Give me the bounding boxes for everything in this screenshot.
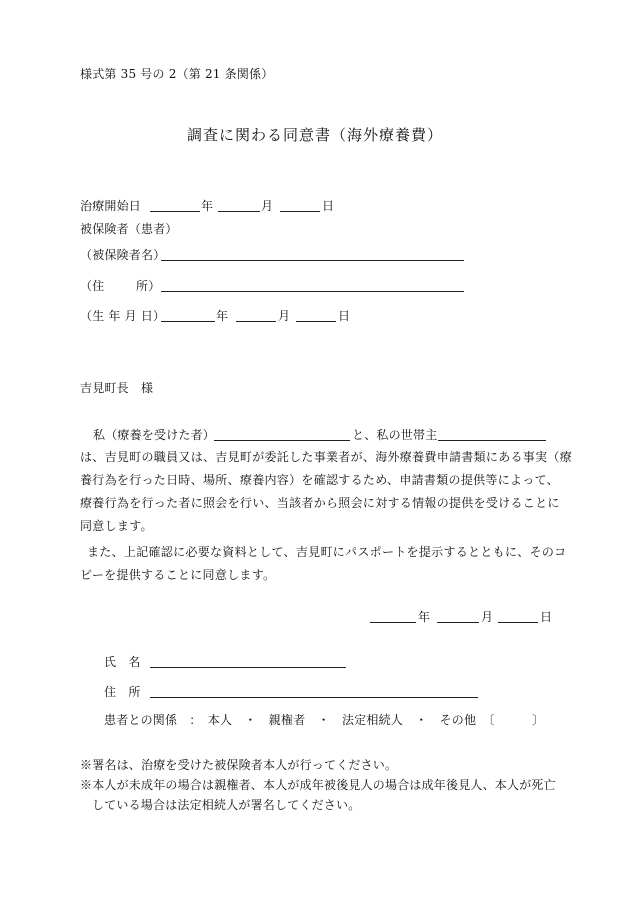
consent-line1-middle: と、私の世帯主	[352, 428, 438, 442]
start-year-field[interactable]	[150, 211, 200, 212]
birth-year-unit: 年	[216, 309, 229, 323]
signer-name-label: 氏 名	[104, 655, 141, 669]
sign-day-field[interactable]	[498, 622, 538, 623]
consent-line6: また、上記確認に必要な資料として、吉見町にパスポートを提示するとともに、そのコ	[87, 545, 567, 559]
insured-name-field[interactable]	[161, 260, 464, 261]
birth-day-field[interactable]	[296, 321, 336, 322]
sign-year-field[interactable]	[370, 622, 416, 623]
insured-address-field[interactable]	[161, 291, 464, 292]
note-2-continued: している場合は法定相続人が署名してください。	[92, 798, 361, 812]
insured-name-label: （被保険者名）	[80, 248, 166, 262]
consent-line1-prefix: 私（療養を受けた者）	[93, 428, 216, 442]
treatment-start-label: 治療開始日	[80, 199, 142, 213]
relation-close-bracket: 〕	[532, 713, 545, 727]
birth-month-unit: 月	[278, 309, 291, 323]
address-label-open: （住	[80, 279, 105, 293]
patient-name-field[interactable]	[214, 440, 350, 441]
note-2: ※本人が未成年の場合は親権者、本人が成年被後見人の場合は成年後見人、本人が死亡	[80, 778, 556, 792]
signer-address-field[interactable]	[150, 697, 478, 698]
note-1: ※署名は、治療を受けた被保険者本人が行ってください。	[80, 758, 398, 772]
sign-month-unit: 月	[481, 610, 494, 624]
page-title: 調査に関わる同意書（海外療養費）	[186, 126, 443, 144]
start-day-field[interactable]	[280, 211, 320, 212]
sign-day-unit: 日	[540, 610, 553, 624]
consent-line5: 同意します。	[80, 519, 153, 533]
consent-line2: は、吉見町の職員又は、吉見町が委託した事業者が、海外療養費申請書類にある事実（療	[80, 450, 573, 464]
birth-month-field[interactable]	[236, 321, 276, 322]
consent-line7: ピーを提供することに同意します。	[80, 568, 276, 582]
signer-address-label: 住 所	[104, 685, 141, 699]
relation-options[interactable]: 患者との関係 ： 本人 ・ 親権者 ・ 法定相続人 ・ その他 〔	[104, 713, 495, 727]
start-day-unit: 日	[322, 199, 335, 213]
start-month-field[interactable]	[218, 211, 260, 212]
consent-line3: 養行為を行った日時、場所、療養内容）を確認するため、申請書類の提供等によって、	[80, 473, 559, 487]
consent-line4: 療養行為を行った者に照会を行い、当該者から照会に対する情報の提供を受けることに	[80, 496, 560, 510]
sign-month-field[interactable]	[437, 622, 479, 623]
start-year-unit: 年	[201, 199, 214, 213]
signer-name-field[interactable]	[150, 667, 346, 668]
form-number: 様式第 35 号の 2（第 21 条関係）	[80, 67, 274, 81]
sign-year-unit: 年	[418, 610, 431, 624]
birthdate-label: （生 年 月 日）	[80, 309, 166, 323]
birth-day-unit: 日	[338, 309, 351, 323]
start-month-unit: 月	[261, 199, 274, 213]
householder-name-field[interactable]	[438, 440, 546, 441]
addressee: 吉見町長 様	[80, 381, 154, 395]
insured-heading: 被保険者（患者）	[80, 222, 178, 236]
birth-year-field[interactable]	[161, 321, 215, 322]
address-label-close: 所）	[136, 279, 161, 293]
